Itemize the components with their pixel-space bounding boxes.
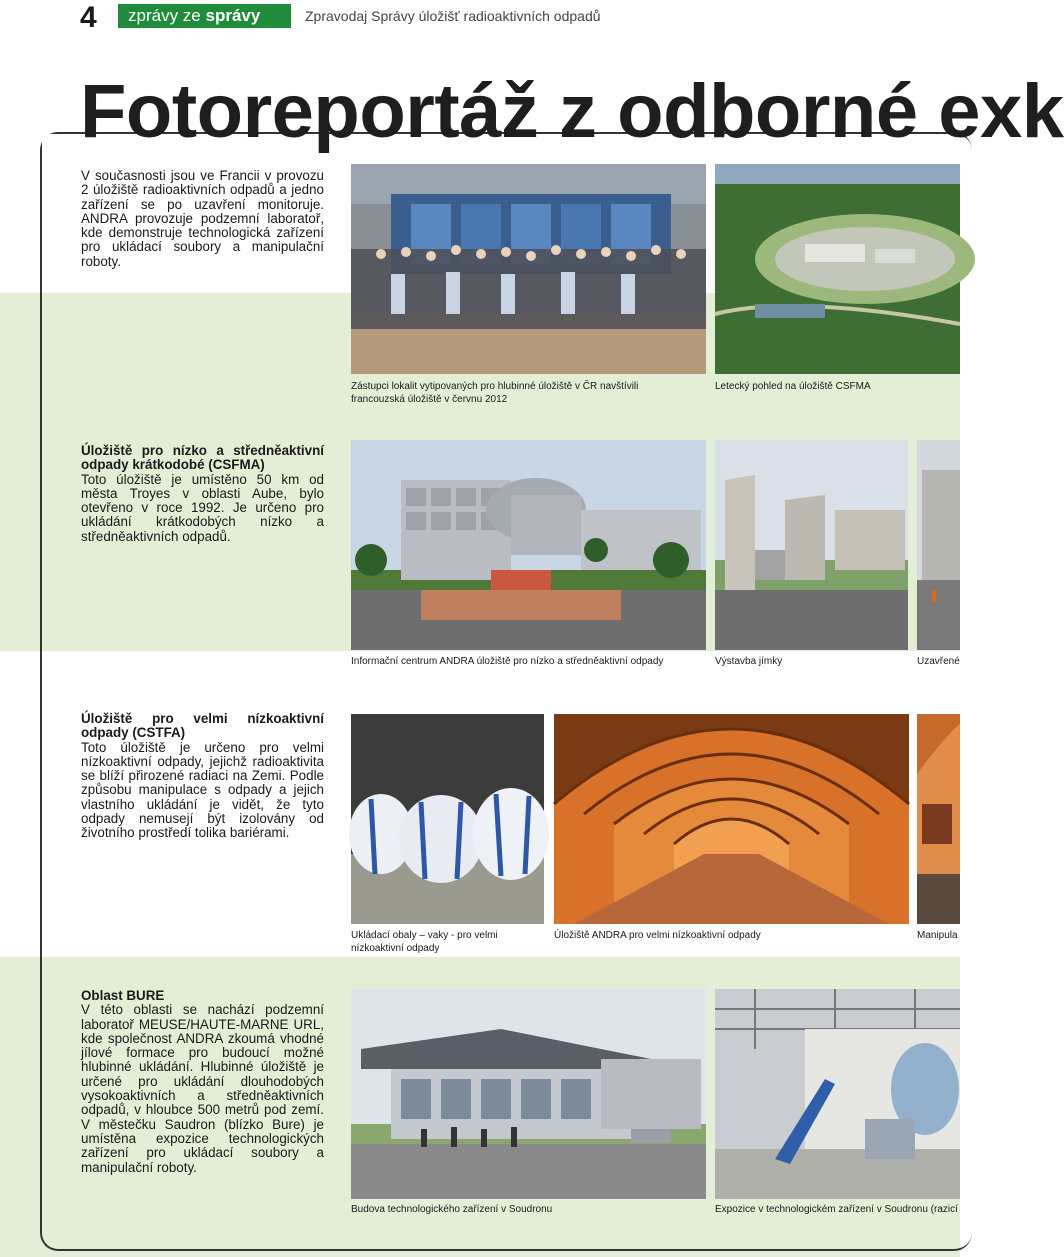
bure-section [81, 989, 324, 1175]
brand-bold: správy [205, 6, 261, 25]
intro-text [81, 169, 324, 269]
cstfa-section [81, 712, 324, 841]
caption-aerial: Letecký pohled na úložiště CSFMA [715, 381, 871, 392]
tunnel-photo [554, 714, 909, 924]
caption-jimky: Výstavba jímky [715, 656, 783, 667]
csfma-section [81, 444, 324, 544]
publication-subtitle: Zpravodaj Správy úložišť radioaktivních odpadů [305, 8, 601, 24]
manipula-photo [917, 714, 960, 924]
bags-photo [351, 714, 544, 924]
caption-uzavrene: Uzavřené [917, 656, 960, 667]
csfma-paragraph: Toto úložiště je umístěno 50 km od města Troyes v oblasti Aube, bylo otevřeno v roce 1992. Je určeno pro ukládání krátkodobých nízko a středněaktivních odpadů. [81, 471, 324, 544]
expo-photo [715, 989, 960, 1199]
group-photo [351, 164, 706, 374]
caption-manipula: Manipula [917, 930, 958, 941]
caption-soudron-building: Budova technologického zařízení v Soudronu [351, 1204, 553, 1215]
brand-light: zprávy ze [128, 6, 201, 25]
soudron-building-photo [351, 989, 706, 1199]
caption-info-center: Informační centrum ANDRA úložiště pro nízko a středněaktivní odpady [351, 656, 664, 667]
cstfa-heading: Úložiště pro velmi nízkoaktivní odpady (CSTFA) [81, 711, 324, 741]
publication-brand [118, 4, 291, 28]
intro-paragraph: V současnosti jsou ve Francii v provozu 2 úložiště radioaktivních odpadů a jedno zařízení se po uzavření monitoruje. ANDRA provozuje podzemní laboratoř, kde demonstruje technologická zařízení pro ukládací soubory a manipulační roboty. [81, 168, 324, 269]
caption-bags: Ukládací obaly – vaky - pro velmi nízkoaktivní odpady [351, 930, 498, 954]
bure-heading: Oblast BURE [81, 988, 165, 1003]
cstfa-paragraph: Toto úložiště je určeno pro velmi nízkoaktivní odpady, jejichž radioaktivita se blíží přirozené radiaci na Zemi. Podle způsobu manipulace s odpady a jejich vlastního ukládání je vidět, že tyto odpady nemusejí být izolovány od životního prostředí tolika bariérami. [81, 739, 324, 841]
jimky-photo [715, 440, 908, 650]
page-number: 4 [80, 1, 97, 34]
uzavrene-photo [917, 440, 960, 650]
caption-tunnel: Úložiště ANDRA pro velmi nízkoaktivní odpady [554, 930, 761, 941]
caption-expo: Expozice v technologickém zařízení v Soudronu (razicí [715, 1204, 958, 1215]
caption-group: Zástupci lokalit vytipovaných pro hlubinné úložiště v ČR navštívili francouzská úložiště v červnu 2012 [351, 381, 639, 405]
article-title: Fotoreportáž z odborné exk [80, 69, 1064, 154]
bure-paragraph: V této oblasti se nachází podzemní laboratoř MEUSE/HAUTE-MARNE URL, kde společnost ANDRA zkoumá vhodné jílové formace pro budoucí možné hlubinné ukládání. Hlubinné úložiště je určené pro ukládání dlouhodobých vysokoaktivních a středněaktivních odpadů, v hloubce 500 metrů pod zemí. V městečku Saudron (blízko Bure) je umístěna expozice technologických zařízení pro ukládací soubory a manipulační roboty. [81, 1002, 324, 1175]
info-center-photo [351, 440, 706, 650]
aerial-photo [715, 164, 960, 374]
csfma-heading: Úložiště pro nízko a středněaktivní odpady krátkodobé (CSFMA) [81, 443, 324, 473]
